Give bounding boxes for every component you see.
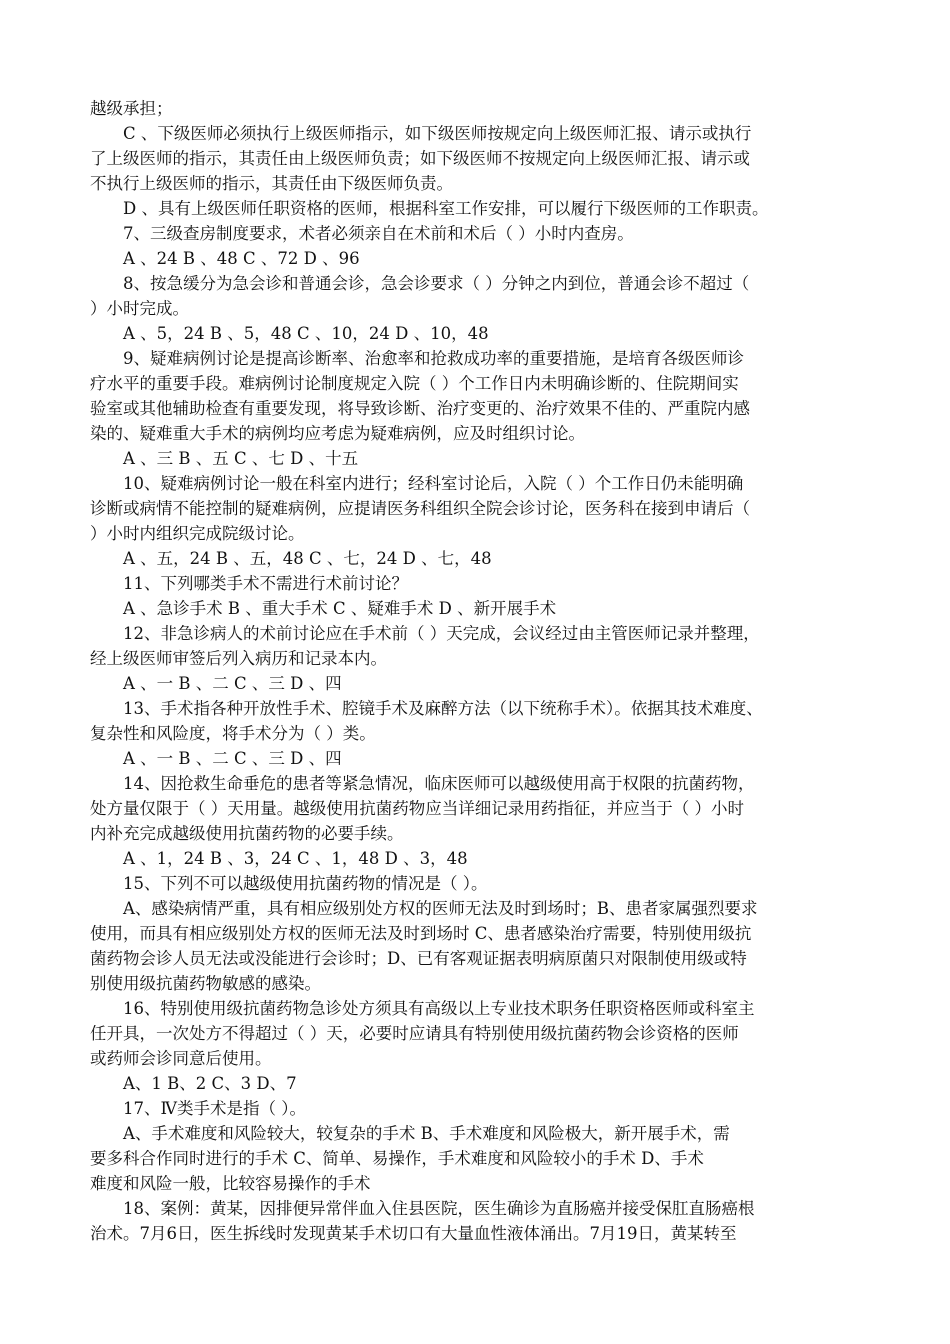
text-line: 7、三级查房制度要求，术者必须亲自在术前和术后（ ）小时内查房。 [123,224,634,243]
text-line: 经上级医师审签后列入病历和记录本内。 [90,649,387,668]
text-line: 别使用级抗菌药物敏感的感染。 [90,974,321,993]
text-line: A 、1，24 B 、3，24 C 、1，48 D 、3，48 [123,849,468,868]
text-line: 使用，而具有相应级别处方权的医师无法及时到场时 C、患者感染治疗需要，特别使用级抗 [90,924,752,943]
text-line: A 、24 B 、48 C 、72 D 、96 [123,249,360,268]
text-line: 14、因抢救生命垂危的患者等紧急情况，临床医师可以越级使用高于权限的抗菌药物， [123,774,755,793]
text-line: 要多科合作同时进行的手术 C、简单、易操作，手术难度和风险较小的手术 D、手术 [90,1149,704,1168]
text-line: 15、下列不可以越级使用抗菌药物的情况是（ ）。 [123,874,488,893]
text-line: 疗水平的重要手段。难病例讨论制度规定入院（ ）个工作日内未明确诊断的、住院期间实 [90,374,739,393]
text-line: A 、一 B 、二 C 、三 D 、四 [123,749,342,768]
text-line: 17、Ⅳ类手术是指（ ）。 [123,1099,306,1118]
text-line: A、1 B、2 C、3 D、7 [123,1074,297,1093]
text-line: 越级承担； [90,99,173,118]
text-line: 10、疑难病例讨论一般在科室内进行；经科室讨论后，入院（ ）个工作日仍未能明确 [123,474,744,493]
text-line: 处方量仅限于（ ）天用量。越级使用抗菌药物应当详细记录用药指征，并应当于（ ）小时 [90,799,744,818]
text-line: A、感染病情严重，具有相应级别处方权的医师无法及时到场时；B、患者家属强烈要求 [123,899,758,918]
document-page [90,96,862,1246]
text-line: 18、案例：黄某，因排便异常伴血入住县医院，医生确诊为直肠癌并接受保肛直肠癌根 [123,1199,755,1218]
text-line: 了上级医师的指示，其责任由上级医师负责；如下级医师不按规定向上级医师汇报、请示或 [90,149,750,168]
text-line: 8、按急缓分为急会诊和普通会诊，急会诊要求（ ）分钟之内到位，普通会诊不超过（ [123,274,750,293]
text-line: A 、5，24 B 、5，48 C 、10，24 D 、10，48 [123,324,489,343]
text-line: C 、下级医师必须执行上级医师指示，如下级医师按规定向上级医师汇报、请示或执行 [123,124,752,143]
text-line: 难度和风险一般，比较容易操作的手术 [90,1174,371,1193]
text-line: 染的、疑难重大手术的病例均应考虑为疑难病例，应及时组织讨论。 [90,424,585,443]
text-line: D 、具有上级医师任职资格的医师，根据科室工作安排，可以履行下级医师的工作职责。 [123,199,769,218]
text-line: A 、三 B 、五 C 、七 D 、十五 [123,449,359,468]
text-line: 任开具，一次处方不得超过（ ）天，必要时应请具有特别使用级抗菌药物会诊资格的医师 [90,1024,739,1043]
text-line: A 、急诊手术 B 、重大手术 C 、疑难手术 D 、新开展手术 [123,599,557,618]
text-line: 诊断或病情不能控制的疑难病例，应提请医务科组织全院会诊讨论，医务科在接到申请后（ [90,499,750,518]
text-line: 13、手术指各种开放性手术、腔镜手术及麻醉方法（以下统称手术）。依据其技术难度、 [123,699,763,718]
text-line: 11、下列哪类手术不需进行术前讨论？ [123,574,408,593]
text-line: A、手术难度和风险较大，较复杂的手术 B、手术难度和风险极大，新开展手术，需 [123,1124,730,1143]
text-line: 内补充完成越级使用抗菌药物的必要手续。 [90,824,404,843]
text-line: ）小时完成。 [90,299,189,318]
text-line: 或药师会诊同意后使用。 [90,1049,272,1068]
text-line: 菌药物会诊人员无法或没能进行会诊时；D、已有客观证据表明病原菌只对限制使用级或特 [90,949,747,968]
text-line: 复杂性和风险度，将手术分为（ ）类。 [90,724,376,743]
text-line: 12、非急诊病人的术前讨论应在手术前（ ）天完成，会议经过由主管医师记录并整理， [123,624,760,643]
text-line: ）小时内组织完成院级讨论。 [90,524,305,543]
text-line: 验室或其他辅助检查有重要发现，将导致诊断、治疗变更的、治疗效果不佳的、严重院内感 [90,399,750,418]
text-line: 9、疑难病例讨论是提高诊断率、治愈率和抢救成功率的重要措施，是培育各级医师诊 [123,349,744,368]
text-line: 不执行上级医师的指示，其责任由下级医师负责。 [90,174,453,193]
text-line: A 、五，24 B 、五，48 C 、七，24 D 、七，48 [123,549,492,568]
text-line: 治术。7月6日，医生拆线时发现黄某手术切口有大量血性液体涌出。7月19日，黄某转至 [90,1224,737,1243]
text-line: A 、一 B 、二 C 、三 D 、四 [123,674,342,693]
text-line: 16、特别使用级抗菌药物急诊处方须具有高级以上专业技术职务任职资格医师或科室主 [123,999,755,1018]
